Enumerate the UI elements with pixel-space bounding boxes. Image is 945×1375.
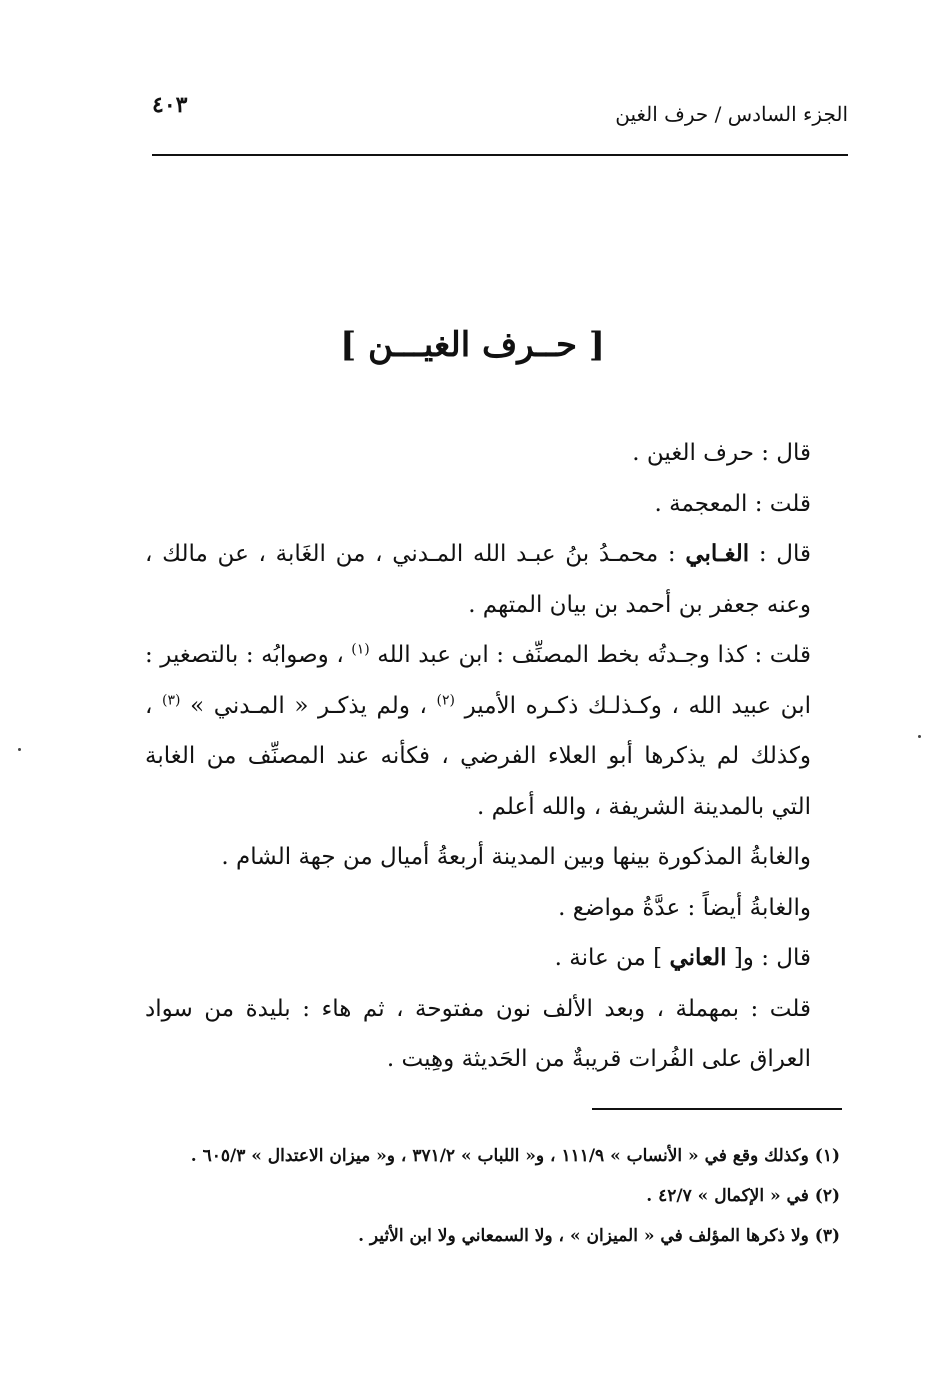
paragraph-text: قلت : كذا وجـدتُه بخط المصنِّف : ابن عبد الله [369,642,811,668]
footnote: (٣) ولا ذكرها المؤلف في « الميزان » ، ولا السمعاني ولا ابن الأثير . [358,1226,840,1246]
paragraph [145,933,843,984]
paragraph-text: ، ولم يذكـر « المـدني » [180,692,437,719]
paragraph-text: قال : حرف الغين . [632,440,811,466]
paragraph [145,984,843,1085]
footnote: (١) وكذلك وقع في « الأنساب » ١١١/٩ ، و« اللباب » ٣٧١/٢ ، و« ميزان الاعتدال » ٦٠٥/٣ . [190,1146,840,1166]
entry-name: الغـابي [685,540,750,567]
paragraph-text: ، وصوابُه : بالتصغير : ابن عبيد الله ، وكـذلـك ذكـره الأمير [145,642,811,719]
footnote-ref: (١) [351,641,370,658]
entry-name: العاني [669,944,727,971]
running-head: الجزء السادس / حرف الغين [615,102,848,126]
paragraph-text: قال : و[ [726,945,811,971]
paragraph [145,529,843,630]
paragraph-text: والغابةُ المذكورة بينها وبين المدينة أربعةُ أميال من جهة الشام . [221,844,811,870]
scan-speck [918,735,921,738]
footnote-ref: (٢) [436,691,455,708]
footnote-ref: (٣) [162,691,181,708]
page-header [152,92,848,156]
paragraph-text: قلت : المعجمة . [654,490,811,517]
paragraph-text: ] من عانة . [554,945,670,971]
chapter-title: [ حــرف الغيـــن ] [340,325,605,365]
paragraph-text: ، وكذلك لم يذكرها أبو العلاء الفرضي ، فكأنه عند المصنِّف من الغابة التي بالمدينة الشريفة ، والله أعلم . [145,692,811,820]
page-number: ٤٠٣ [152,92,188,118]
paragraph [145,883,843,934]
paragraph [145,832,843,883]
paragraph-text: قال : [749,541,812,567]
paragraph [145,630,843,832]
footnote: (٢) في « الإكمال » ٤٢/٧ . [646,1186,840,1206]
paragraph-text: قلت : بمهملة ، وبعد الألف نون مفتوحة ، ثم هاء : بليدة من سواد العراق على الفُرات قريبةٌ من الحَديثة وهِيت . [145,995,811,1072]
paragraph-text: والغابةُ أيضاً : عدَّةُ مواضع . [558,894,811,921]
footnotes [140,1140,840,1260]
footnote-separator [592,1108,842,1110]
paragraph [145,428,843,479]
paragraph [145,479,843,530]
body-text [145,428,843,1085]
paragraph-text: : محمـدُ بنُ عبـد الله المـدني ، من الغَابة ، عن مالك ، وعنه جعفر بن أحمد بن بيان المتهم . [145,541,811,618]
scan-speck [18,748,21,751]
